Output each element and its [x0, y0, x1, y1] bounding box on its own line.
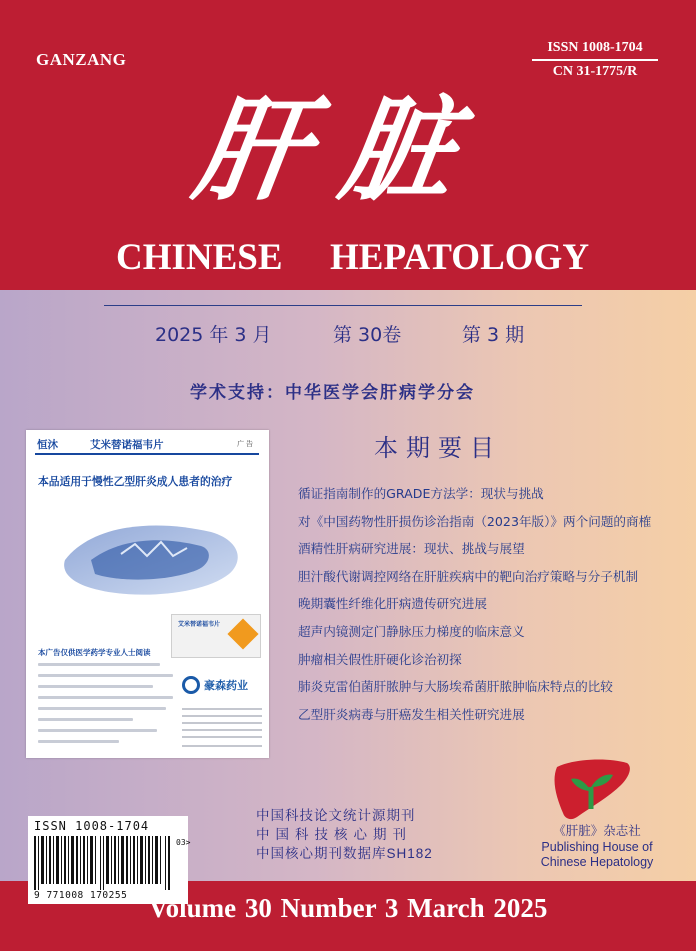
issue-date: 2025 年 3 月 [155, 324, 272, 346]
journal-pinyin: GANZANG [36, 50, 127, 69]
ad-drug-name: 艾米替诺福韦片 [90, 439, 164, 451]
barcode-number: 9 771008 170255 [34, 890, 128, 901]
liver-logo-icon [551, 757, 633, 823]
ad-headline: 本品适用于慢性乙型肝炎成人患者的治疗 [38, 476, 233, 488]
toc-item: 超声内镜测定门静脉压力梯度的临床意义 [298, 623, 525, 639]
issn-number: ISSN 1008-1704 [532, 40, 658, 61]
toc-item: 晚期囊性纤维化肝病遗传研究进展 [298, 596, 487, 612]
toc-item: 胆汁酸代谢调控网络在肝脏疾病中的靶向治疗策略与分子机制 [298, 568, 639, 584]
cn-number: CN 31-1775/R [552, 64, 638, 79]
academic-support: 学术支持：中华医学会肝病学分会 [190, 383, 475, 403]
indexing-line-2: 中国科技核心期刊 [256, 827, 412, 842]
journal-title-english-2: HEPATOLOGY [330, 237, 590, 278]
ad-header-bar [35, 453, 259, 455]
publisher-info [533, 824, 661, 871]
issn-block [532, 40, 658, 80]
ad-audience-note: 本广告仅供医学药学专业人士阅读 [38, 648, 151, 657]
toc-list [298, 486, 651, 734]
ad-package-label: 艾米替诺福韦片 [178, 622, 221, 628]
ad-label: 广 告 [237, 441, 253, 448]
barcode-issn: ISSN 1008-1704 [34, 819, 150, 833]
publisher-name-cn: 《肝脏》杂志社 [553, 824, 641, 838]
indexing-line-3: 中国核心期刊数据库SH182 [256, 846, 433, 861]
journal-title-english-1: CHINESE [116, 237, 283, 278]
divider-rule [104, 305, 582, 306]
toc-item: 酒精性肝病研究进展：现状、挑战与展望 [298, 541, 525, 557]
barcode-addon: 03> [176, 838, 191, 847]
toc-item: 肿瘤相关假性肝硬化诊治初探 [298, 651, 462, 667]
company-logo-icon [182, 676, 200, 694]
issue-number: 第 3 期 [462, 324, 525, 346]
toc-heading: 本期要目 [374, 434, 502, 462]
drug-advertisement [26, 430, 269, 758]
ad-company-name: 豪森药业 [204, 680, 248, 692]
indexing-line-1: 中国科技论文统计源期刊 [256, 808, 416, 823]
ad-package-mark [227, 618, 258, 649]
publisher-name-en-2: Chinese Hepatology [540, 855, 654, 869]
ad-brand-name: 恒沐 [37, 439, 58, 451]
ad-fine-print [38, 663, 173, 751]
issue-volume: 第 30卷 [333, 324, 402, 346]
publisher-name-en-1: Publishing House of [541, 839, 653, 854]
barcode-bars [34, 836, 172, 890]
ad-company-block [176, 652, 264, 752]
ad-liver-illustration [61, 508, 246, 604]
barcode [28, 816, 191, 904]
journal-title-chinese: 肝脏 [186, 85, 498, 216]
indexing-info [256, 806, 433, 863]
volume-footer: Volume 30 Number 3 March 2025 [148, 893, 548, 923]
toc-item: 对《中国药物性肝损伤诊治指南（2023年版）》两个问题的商榷 [298, 513, 652, 529]
toc-item: 肺炎克雷伯菌肝脓肿与大肠埃希菌肝脓肿临床特点的比较 [298, 679, 613, 695]
toc-item: 循证指南制作的GRADE方法学：现状与挑战 [298, 486, 544, 501]
toc-item: 乙型肝炎病毒与肝癌发生相关性研究进展 [298, 706, 525, 722]
